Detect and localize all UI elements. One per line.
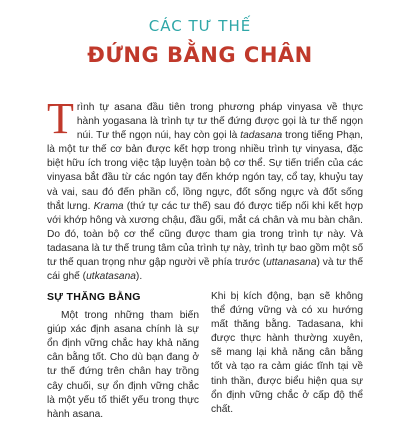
- intro-text-4: ) và tư thế cái ghế (: [47, 257, 363, 283]
- chapter-title: ĐỨNG BẰNG CHÂN: [87, 43, 313, 67]
- chapter-subtitle: CÁC TƯ THẾ: [148, 17, 252, 35]
- intro-term-tadasana: tadasana: [240, 130, 283, 142]
- intro-text-5: ).: [135, 271, 143, 283]
- intro-term-utkatasana: utkatasana: [86, 271, 136, 283]
- intro-paragraph: [47, 94, 363, 284]
- intro-text-1: rình tự asana đầu tiên trong phương pháp vinyasa về thực hành yogasana là trình tự tư thế đứng được gọi là tư thế ngọn núi. Tư thế ngọn núi, hay còn gọi là: [76, 102, 363, 142]
- section-heading: SỰ THĂNG BẰNG: [47, 291, 141, 303]
- left-column-text: Một trong những tham biến giúp xác định asana chính là sự ổn định vững chắc hay khả năng cân bằng tốt. Cho dù bạn đang ở tư thế đứng trên chân hay trồng cây chuối, sự ổn định vững chắc là một yếu tố thiết yếu trong thực hành asana.: [47, 310, 199, 420]
- drop-cap: T: [47, 94, 74, 143]
- intro-term-uttanasana: uttanasana: [266, 257, 317, 269]
- intro-text-2: trong tiếng Phạn, là một tư thế cơ bản được kết hợp trong nhiều trình tự vinyasa, đặc biệt hữu ích trong việc tập luyện toàn bộ cơ thể. Sự tiến triển của các vinyasa bắt đầu từ các ngón tay đến khớp ngón tay, cổ tay, khuỷu tay và vai, sau đó đến phần cổ, lồng ngực, đốt sống ngực và đốt sống thắt lưng.: [47, 130, 363, 212]
- left-column: [47, 290, 199, 422]
- right-column: [211, 290, 363, 417]
- intro-text-3: (thứ tự các tư thế) sau đó được tiếp nối khi kết hợp với khớp hông và xương chậu, đầu gối, mắt cá chân và mu bàn chân. Do đó, toàn bộ cơ thể cũng được tham gia trong trình tự này. Và tadasana là tư thế trung tâm của trình tự này, trình tự bao gồm một số tư thế quan trọng như gập người về phía trước (: [47, 200, 363, 269]
- right-column-text: Khi bị kích động, bạn sẽ không thể đứng vững và có xu hướng mất thăng bằng. Tadasana, khi được thực hành thường xuyên, sẽ mang lại khả năng cân bằng tốt và tạo ra cảm giác tĩnh tại về tinh thần, được biểu hiện qua sự ổn định vững chắc ở cấp độ thể chất.: [211, 291, 363, 415]
- intro-term-krama: Krama: [93, 200, 124, 212]
